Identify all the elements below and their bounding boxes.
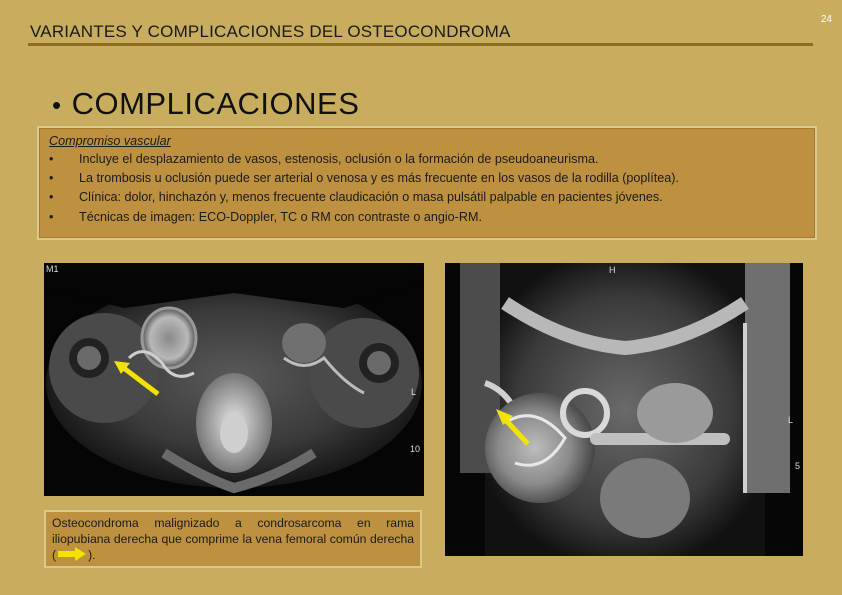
axial-label-right-low: 10 [410, 444, 421, 454]
coronal-mri-image [445, 263, 803, 556]
section-heading [52, 86, 359, 122]
axial-mri-drawing [44, 263, 424, 496]
list-item-text: Incluye el desplazamiento de vasos, estenosis, oclusión o la formación de pseudoaneurisma. [79, 152, 599, 166]
yellow-arrow-icon [57, 547, 87, 561]
axial-label-right-mid: L [411, 387, 417, 397]
image-caption [44, 510, 422, 568]
slide-title: VARIANTES Y COMPLICACIONES DEL OSTEOCONDROMA [30, 22, 511, 41]
list-item [49, 208, 805, 227]
list-item [49, 169, 805, 188]
coronal-mri-drawing [445, 263, 803, 556]
coronal-label-right-low: 5 [795, 461, 801, 471]
list-item [49, 150, 805, 169]
page-number: 24 [820, 14, 832, 25]
caption-text-before: Osteocondroma malignizado a condrosarcoma en rama iliopubiana derecha que comprime la vena femoral común derecha ( [52, 516, 414, 562]
bullet-dot: • [49, 209, 54, 224]
bullet-dot: • [49, 152, 54, 166]
list-item-text: La trombosis u oclusión puede ser arterial o venosa y es más frecuente en los vasos de la rodilla (poplítea). [79, 171, 679, 186]
caption-text-after: ). [88, 548, 96, 562]
axial-mri-image [44, 263, 424, 496]
list-item-text: Clínica: dolor, hinchazón y, menos frecuente claudicación o masa pulsátil palpable en pacientes jóvenes. [79, 190, 663, 205]
list-item-text: Técnicas de imagen: ECO-Doppler, TC o RM con contraste o angio-RM. [79, 209, 482, 224]
box-subtitle: Compromiso vascular [49, 134, 171, 148]
list-item [49, 188, 805, 207]
title-underline [28, 43, 813, 46]
heading-text: COMPLICACIONES [71, 86, 360, 121]
bullet-list [49, 150, 805, 227]
axial-label-top-left: M1 [46, 264, 59, 274]
coronal-label-right-mid: L [788, 415, 794, 425]
bullet-dot: • [49, 171, 54, 186]
heading-bullet: • [52, 90, 62, 120]
bullet-dot: • [49, 190, 54, 205]
vascular-compromise-box [37, 126, 817, 240]
coronal-label-top: H [609, 265, 616, 275]
